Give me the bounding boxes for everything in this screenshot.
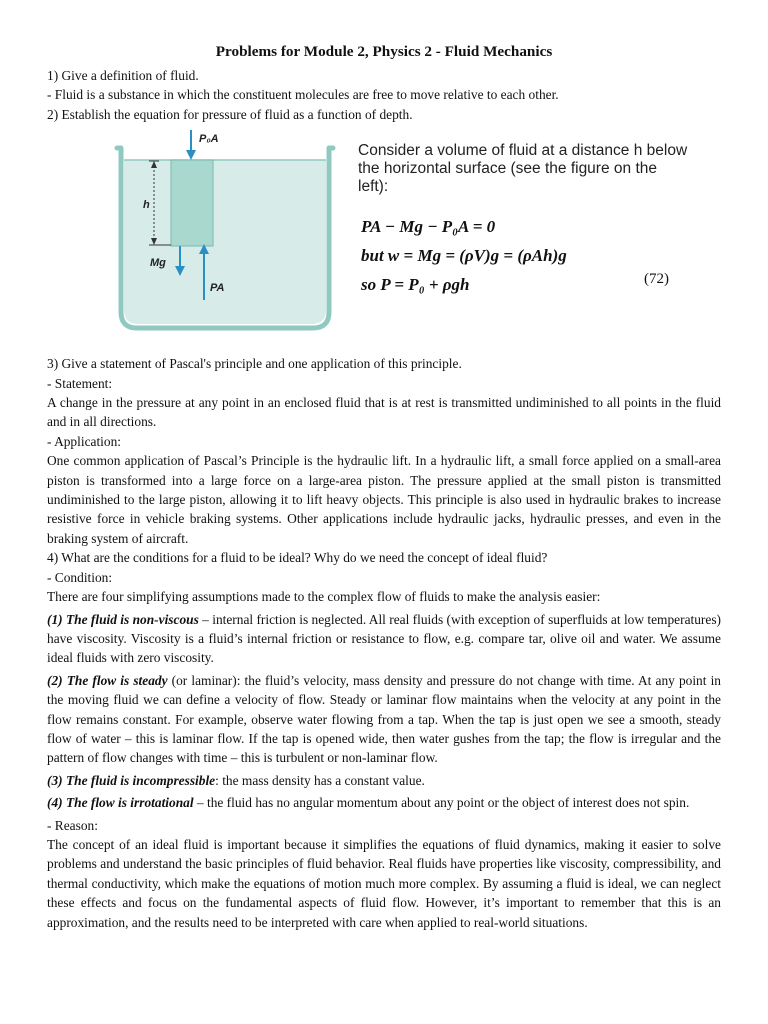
label-mg: Mg xyxy=(150,257,166,270)
condition-3 xyxy=(47,771,721,790)
fluid-column xyxy=(171,160,213,246)
question-1: 1) Give a definition of fluid. xyxy=(47,68,199,83)
condition-4-text: – the fluid has no angular momentum about any point or the object of interest does not spin. xyxy=(193,795,690,811)
application-text: One common application of Pascal’s Principle is the hydraulic lift. In a hydraulic lift, a small force applied on a small-area piston is transformed into a large force on a large-area piston. The pressure applied at the small piston is transmitted undiminished to the large piston, allowing it to lift heavy objects. This principle is also used in hydraulic brakes to increase resistive force in vehicle braking systems. Other applications include hydraulic jacks, hydraulic presses, and even in the braking system of aircraft. xyxy=(47,453,721,546)
equation-1: PA − Mg − P₀A = 0 xyxy=(361,217,496,237)
arrow-p0a-head xyxy=(186,150,196,160)
condition-1 xyxy=(47,610,721,668)
figure-description: Consider a volume of fluid at a distance h below the horizontal surface (see the figure on the left): xyxy=(358,142,688,196)
label-h: h xyxy=(143,199,150,212)
beaker-diagram xyxy=(107,126,347,344)
label-p0a: P₀A xyxy=(199,133,219,146)
statement-label: - Statement: xyxy=(47,375,113,391)
question-3: 3) Give a statement of Pascal's principle and one application of this principle. xyxy=(47,356,462,372)
condition-4 xyxy=(47,793,721,812)
condition-2-text: (or laminar): the fluid’s velocity, mass density and pressure do not change with time. At any point in the moving fluid we can define a velocity of flow. Steady or laminar flow maintains when the velocity at any point in the flow remains constant. For example, observe water flowing from a tap. When the tap is just open we see a smooth, steady flow of water – this is laminar flow. If the tap is opened wide, then water gushes from the tap; the flow is irregular and the pattern of flow changes with time – this is turbulent or non-laminar flow. xyxy=(47,672,721,766)
statement-text: A change in the pressure at any point in an enclosed fluid that is at rest is transmitted undiminished to all points in the fluid and in all directions. xyxy=(47,395,721,430)
condition-1-text: – internal friction is neglected. All real fluids (with exception of superfluids at low temperatures) have viscosity. Viscosity is a fluid’s internal friction or resistance to flow, e.g. compare tar, olive oil and water. We assume ideal fluids with zero viscosity. xyxy=(47,611,722,666)
answer-1: - Fluid is a substance in which the constituent molecules are free to move relative to each other. xyxy=(47,87,559,103)
condition-label: - Condition: xyxy=(47,569,113,585)
condition-3-text: : the mass density has a constant value. xyxy=(215,772,425,788)
page-title: Problems for Module 2, Physics 2 - Fluid Mechanics xyxy=(215,43,553,60)
condition-3-lead: (3) The fluid is incompressible xyxy=(47,772,216,788)
equation-3: so P = P₀ + ρgh xyxy=(361,275,470,295)
condition-intro: There are four simplifying assumptions made to the complex flow of fluids to make the analysis easier: xyxy=(47,589,601,605)
label-pa: PA xyxy=(210,282,225,295)
equation-number: (72) xyxy=(644,271,669,288)
condition-2 xyxy=(47,671,721,768)
question-2: 2) Establish the equation for pressure of fluid as a function of depth. xyxy=(47,106,413,122)
condition-2-lead: (2) The flow is steady xyxy=(47,672,168,688)
equations-block xyxy=(361,212,691,299)
condition-4-lead: (4) The flow is irrotational xyxy=(47,795,194,811)
equation-2: but w = Mg = (ρV)g = (ρAh)g xyxy=(361,246,567,266)
question-4: 4) What are the conditions for a fluid to be ideal? Why do we need the concept of ideal fluid? xyxy=(47,550,548,566)
application-label: - Application: xyxy=(47,433,122,449)
reason-text: The concept of an ideal fluid is important because it simplifies the equations of fluid dynamics, making it easier to solve problems and understand the basic principles of fluid behavior. Real fluids have properties like viscosity, compressibility, and thermal conductivity, which make the equations of motion much more complex. By assuming a fluid is ideal, we can neglect these effects and focus on the fundamental aspects of fluid flow. However, it’s important to remember that this is an approximation, and the results need to be interpreted with care when applied to real-world situations. xyxy=(47,836,721,930)
condition-1-lead: (1) The fluid is non-viscous xyxy=(47,611,199,627)
pressure-figure xyxy=(47,126,721,344)
reason-label: - Reason: xyxy=(47,817,98,833)
